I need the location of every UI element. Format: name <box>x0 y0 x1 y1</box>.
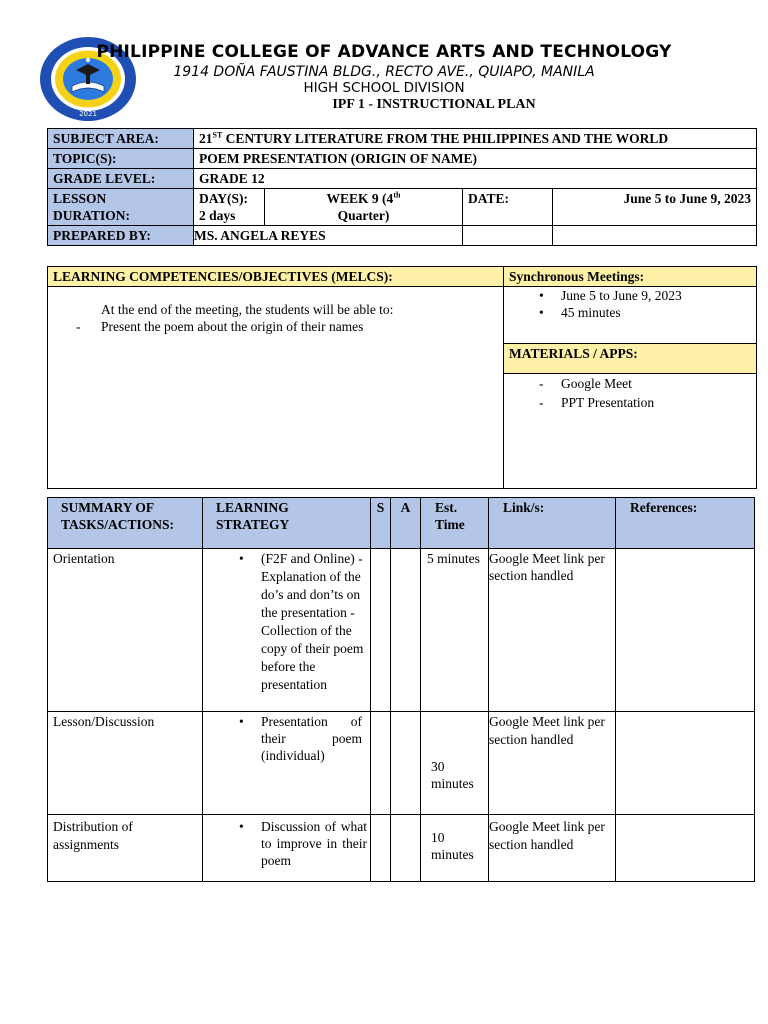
prepared-value: MS. ANGELA REYES <box>194 226 463 246</box>
duration-row <box>48 189 757 226</box>
grade-row <box>48 169 757 189</box>
link-cell: Google Meet link per section handled <box>489 549 616 712</box>
tasks-header: SUMMARY OF TASKS/ACTIONS: <box>48 498 203 549</box>
s-header: S <box>371 498 391 549</box>
links-header: Link/s: <box>489 498 616 549</box>
strategy-cell: • Discussion of what to improve in their poem <box>203 815 371 882</box>
competencies-heading: LEARNING COMPETENCIES/OBJECTIVES (MELCS): <box>48 267 504 287</box>
lesson-info-table <box>47 128 757 246</box>
a-cell <box>391 815 421 882</box>
time-cell: 10 minutes <box>421 815 489 882</box>
sync-list <box>504 287 757 344</box>
task-cell: Orientation <box>48 549 203 712</box>
table-row <box>48 815 755 882</box>
duration-label: LESSON DURATION: <box>48 189 194 226</box>
time-cell: 30 minutes <box>421 712 489 815</box>
task-cell: Distribution of assignments <box>48 815 203 882</box>
subject-row <box>48 129 757 149</box>
topic-value: POEM PRESENTATION (ORIGIN OF NAME) <box>194 149 757 169</box>
strategy-header: LEARNING STRATEGY <box>203 498 371 549</box>
date-label: DATE: <box>463 189 553 226</box>
objectives-intro: At the end of the meeting, the students will be able to: <box>101 302 394 317</box>
s-cell <box>371 549 391 712</box>
table-row <box>48 549 755 712</box>
topic-label: TOPIC(S): <box>48 149 194 169</box>
sync-item: • June 5 to June 9, 2023 <box>509 287 751 304</box>
references-cell <box>616 815 755 882</box>
grade-label: GRADE LEVEL: <box>48 169 194 189</box>
empty-cell <box>553 226 757 246</box>
topic-row <box>48 149 757 169</box>
summary-table <box>47 497 755 882</box>
subject-value: 21ST CENTURY LITERATURE FROM THE PHILIPPINES AND THE WORLD <box>194 129 757 149</box>
date-value: June 5 to June 9, 2023 <box>553 189 757 226</box>
link-cell: Google Meet link per section handled <box>489 712 616 815</box>
materials-item: - PPT Presentation <box>509 394 751 411</box>
sync-heading: Synchronous Meetings: <box>504 267 757 287</box>
s-cell <box>371 712 391 815</box>
table-row <box>48 712 755 815</box>
materials-heading: MATERIALS / APPS: <box>504 344 757 374</box>
school-division: HIGH SCHOOL DIVISION <box>303 80 465 96</box>
logo-year: 2021 <box>79 110 97 118</box>
prepared-row <box>48 226 757 246</box>
references-header: References: <box>616 498 755 549</box>
strategy-cell: • (F2F and Online) - Explanation of the do’s and don’ts on the presentation - Collection of the copy of their poem before the presentation <box>203 549 371 712</box>
week-cell: WEEK 9 (4th Quarter) <box>265 189 463 226</box>
a-header: A <box>391 498 421 549</box>
competencies-table <box>47 266 757 489</box>
s-cell <box>371 815 391 882</box>
days-cell: DAY(S): 2 days <box>194 189 265 226</box>
summary-header-row <box>48 498 755 549</box>
school-name: PHILIPPINE COLLEGE OF ADVANCE ARTS AND TECHNOLOGY <box>96 42 672 62</box>
school-address: 1914 DOÑA FAUSTINA BLDG., RECTO AVE., QUIAPO, MANILA <box>173 64 595 80</box>
task-cell: Lesson/Discussion <box>48 712 203 815</box>
plan-title: IPF 1 - INSTRUCTIONAL PLAN <box>332 97 536 112</box>
grade-value: GRADE 12 <box>194 169 757 189</box>
objective-item: - Present the poem about the origin of their names <box>76 319 364 334</box>
objectives-cell <box>48 287 504 489</box>
references-cell <box>616 549 755 712</box>
materials-item: - Google Meet <box>509 375 751 392</box>
link-cell: Google Meet link per section handled <box>489 815 616 882</box>
a-cell <box>391 712 421 815</box>
time-cell: 5 minutes <box>421 549 489 712</box>
references-cell <box>616 712 755 815</box>
sync-item: • 45 minutes <box>509 304 751 321</box>
prepared-label: PREPARED BY: <box>48 226 194 246</box>
a-cell <box>391 549 421 712</box>
materials-list <box>504 374 757 489</box>
empty-cell <box>463 226 553 246</box>
est-time-header: Est. Time <box>421 498 489 549</box>
strategy-cell: • Presentation of their poem (individual) <box>203 712 371 815</box>
subject-label: SUBJECT AREA: <box>48 129 194 149</box>
